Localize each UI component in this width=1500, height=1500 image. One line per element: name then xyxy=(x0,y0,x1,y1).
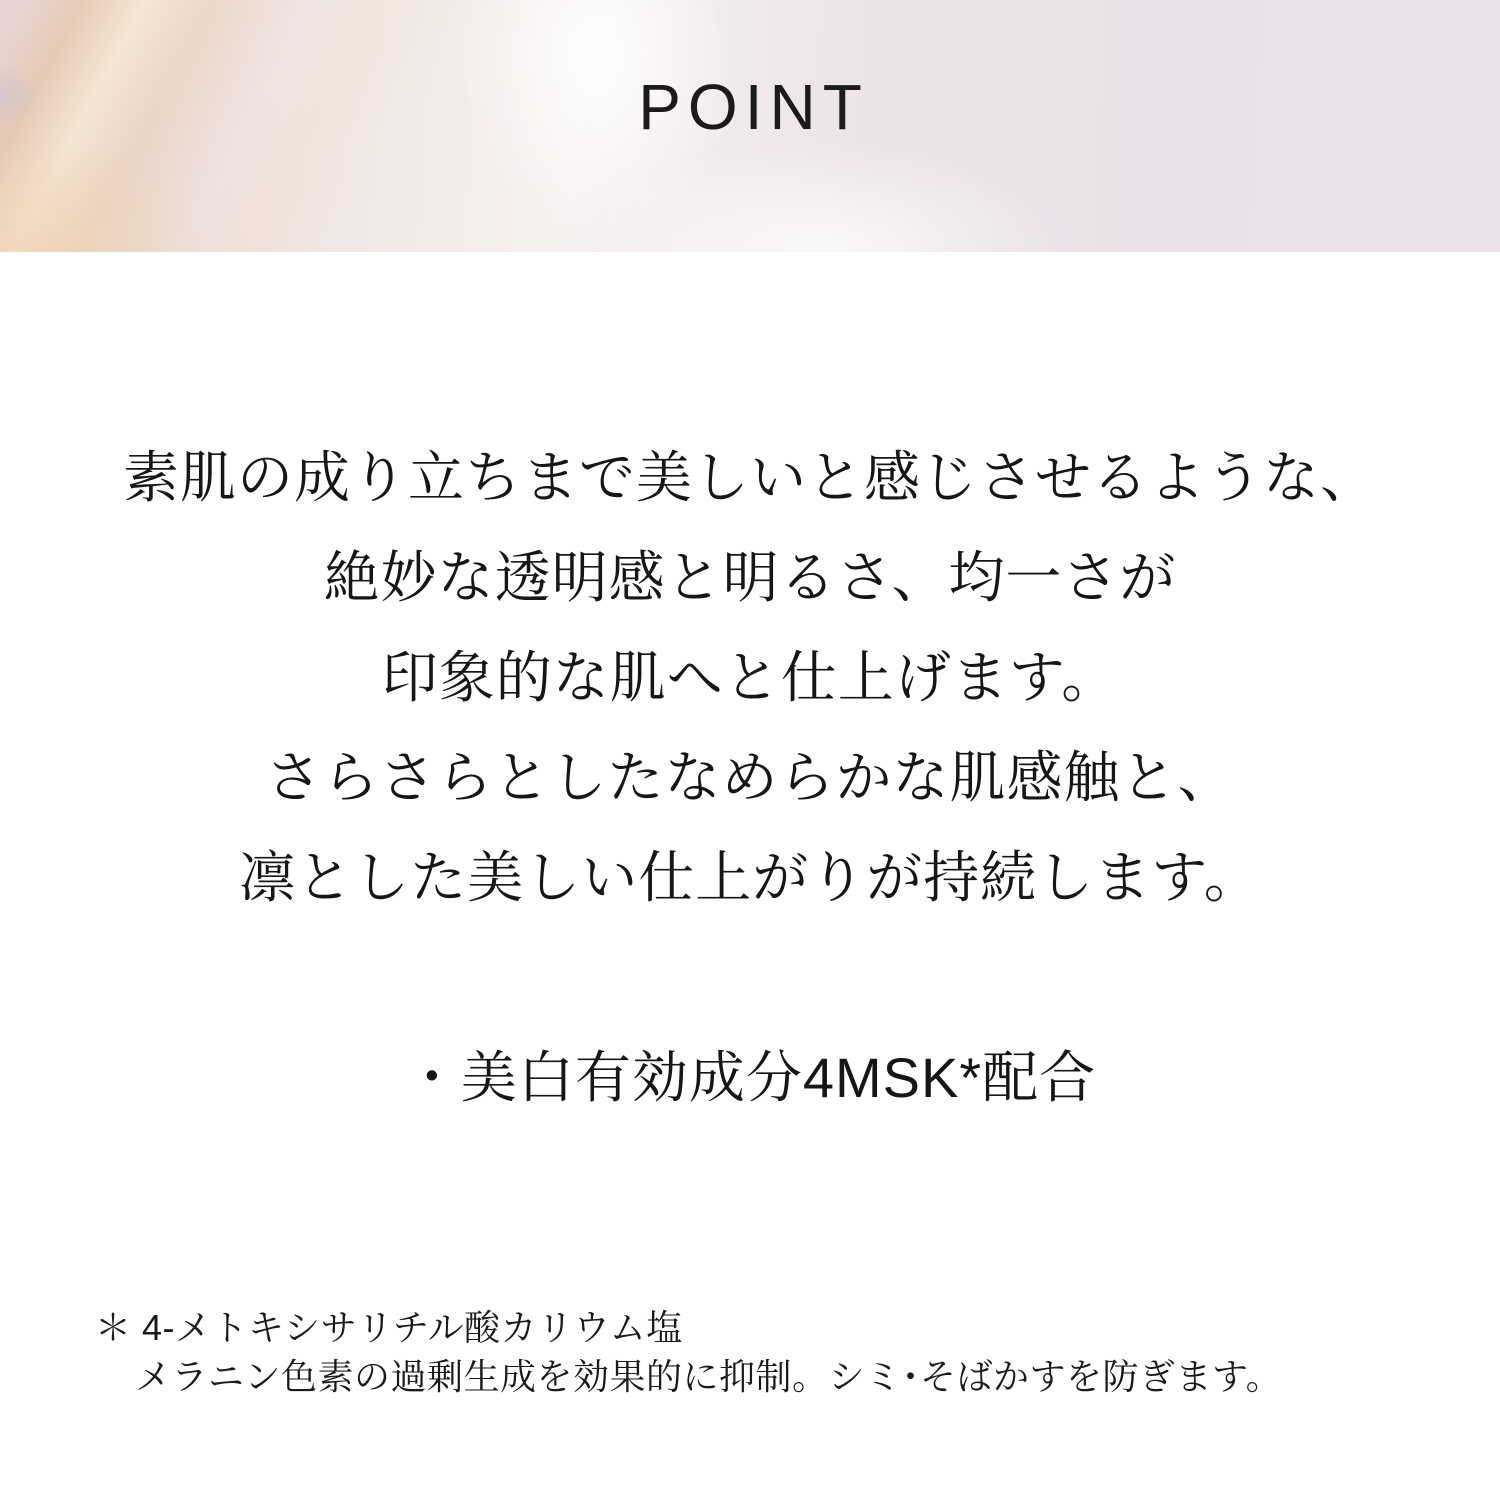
feature-bullet xyxy=(0,1028,1500,1128)
description-line-1: 素肌の成り立ちまで美しいと感じさせるような、 xyxy=(123,446,1377,509)
hero-banner xyxy=(0,0,1500,252)
description-line-5: 凛とした美しい仕上がりが持続します。 xyxy=(239,846,1261,909)
footnote xyxy=(95,1303,1282,1401)
description-line-2: 絶妙な透明感と明るさ、均一さが xyxy=(323,546,1177,609)
feature-bullet-text: ・美白有効成分4MSK*配合 xyxy=(403,1046,1097,1109)
description-text xyxy=(0,428,1500,928)
page-title: POINT xyxy=(638,70,869,143)
description-line-4: さらさらとしたなめらかな肌感触と、 xyxy=(265,746,1235,809)
description-line-3: 印象的な肌へと仕上げます。 xyxy=(381,646,1119,709)
footnote-line-1: ＊ 4-メトキシサリチル酸カリウム塩 xyxy=(95,1307,683,1348)
footnote-line-2: メラニン色素の過剰生成を効果的に抑制。シミ･そばかすを防ぎます。 xyxy=(135,1356,1283,1397)
